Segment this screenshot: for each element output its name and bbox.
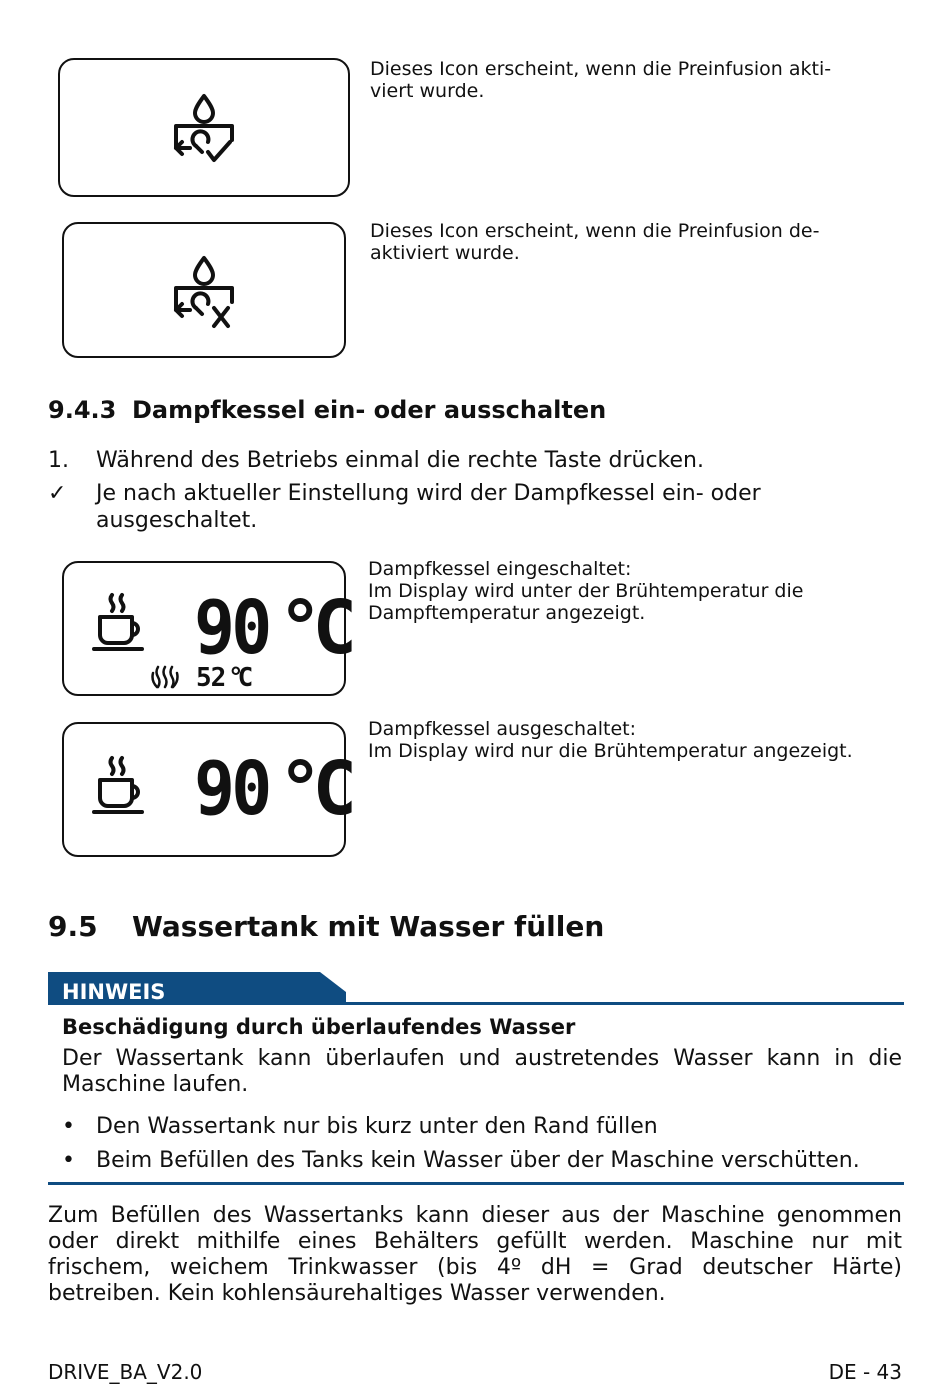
steam-off-body: Im Display wird nur die Brühtemperatur angezeigt.	[368, 740, 853, 762]
steam-off-title: Dampfkessel ausgeschaltet:	[368, 718, 636, 740]
temperature-unit: °C	[278, 746, 348, 832]
steam-temperature: 52	[196, 663, 226, 693]
steam-on-display	[62, 561, 346, 696]
footer-page-number: DE - 43	[828, 1360, 902, 1384]
coffee-cup-icon	[92, 591, 154, 653]
steam-on-description	[368, 558, 908, 624]
section-title: Dampfkessel ein- oder ausschalten	[132, 396, 607, 424]
notice-text: Der Wassertank kann überlaufen und austretendes Wasser kann in die Maschine laufen.	[62, 1046, 902, 1097]
step-item	[48, 447, 908, 475]
footer-doc-id: DRIVE_BA_V2.0	[48, 1360, 203, 1384]
brew-temperature: 90	[194, 585, 269, 671]
notice-bottom-rule	[48, 1182, 904, 1185]
steam-off-description	[368, 718, 928, 762]
bullet-icon: •	[62, 1114, 75, 1139]
preinfusion-off-display	[62, 222, 346, 358]
steam-on-body: Im Display wird unter der Brühtemperatur die Dampftemperatur angezeigt.	[368, 580, 804, 624]
section-number: 9.4.3	[48, 396, 117, 424]
notice-banner	[48, 972, 904, 1008]
preinfusion-on-description: Dieses Icon erscheint, wenn die Preinfusion akti- viert wurde.	[370, 58, 832, 102]
notice-heading: Beschädigung durch überlaufendes Wasser	[62, 1015, 576, 1039]
bullet-text: Den Wassertank nur bis kurz unter den Rand füllen	[96, 1114, 658, 1139]
body-paragraph: Zum Befüllen des Wassertanks kann dieser aus der Maschine genommen oder direkt mithilfe eines Behälters gefüllt werden. Maschine nur mit frischem, weichem Trinkwasser (bis 4º dH = Grad deutscher Härte) betreiben. Kein kohlensäurehaltiges Wasser verwenden.	[48, 1203, 902, 1306]
steam-on-title: Dampfkessel eingeschaltet:	[368, 558, 632, 580]
step-number: 1.	[48, 448, 69, 473]
steam-temperature-unit: °C	[228, 663, 248, 693]
temperature-unit: °C	[278, 585, 348, 671]
bullet-icon: •	[62, 1148, 75, 1173]
step-text: Während des Betriebs einmal die rechte Taste drücken.	[96, 448, 704, 473]
section-number: 9.5	[48, 910, 98, 943]
steam-icon	[150, 663, 180, 691]
section-heading-9-4-3	[48, 396, 606, 424]
result-text: Je nach aktueller Einstellung wird der Dampfkessel ein- oder ausgeschaltet.	[96, 481, 761, 533]
section-heading-9-5	[48, 910, 604, 943]
bullet-text: Beim Befüllen des Tanks kein Wasser über der Maschine verschütten.	[96, 1148, 860, 1173]
preinfusion-off-description: Dieses Icon erscheint, wenn die Preinfusion de- aktiviert wurde.	[370, 220, 820, 264]
brew-temperature: 90	[194, 746, 269, 832]
coffee-cup-icon	[92, 754, 154, 816]
section-title: Wassertank mit Wasser füllen	[132, 910, 605, 943]
check-icon: ✓	[48, 481, 67, 506]
result-item	[48, 480, 908, 536]
preinfusion-on-display	[58, 58, 350, 197]
steam-off-display	[62, 722, 346, 857]
preinfusion-on-icon	[168, 90, 240, 166]
preinfusion-off-icon	[168, 252, 240, 330]
notice-label: HINWEIS	[62, 980, 166, 1004]
